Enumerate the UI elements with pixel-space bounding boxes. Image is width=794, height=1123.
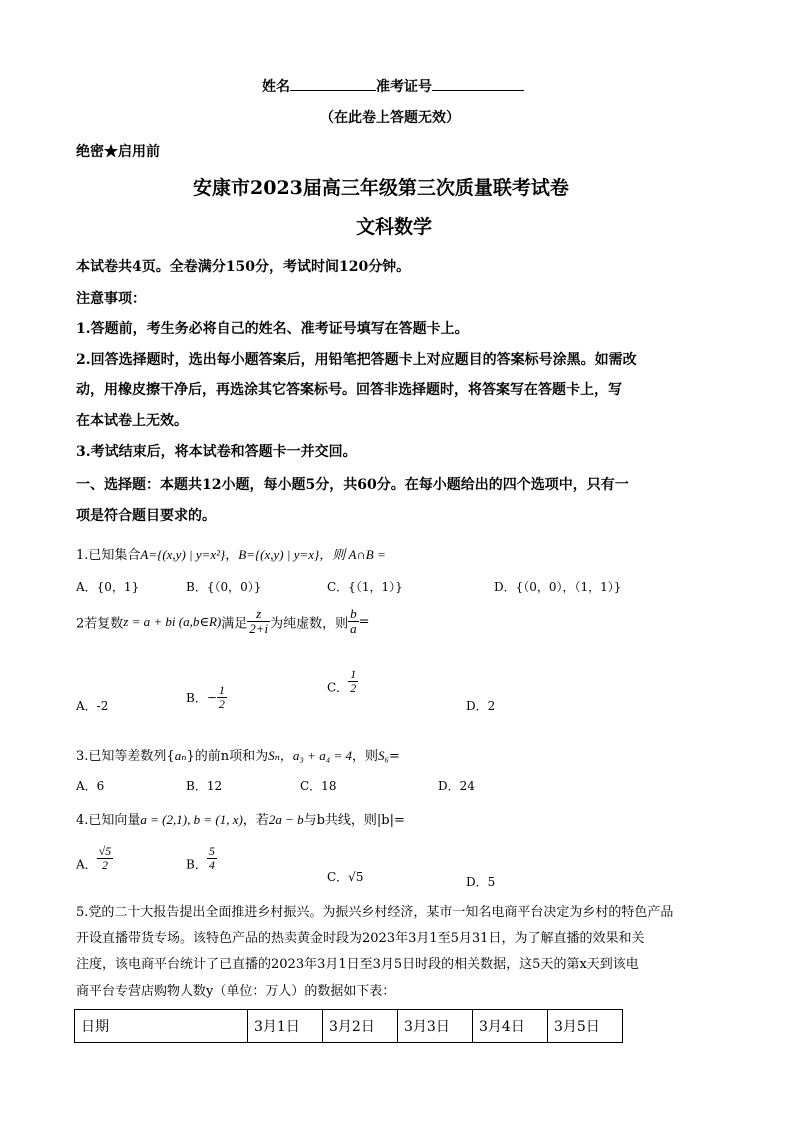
table-header-cell: 3月1日	[248, 1010, 323, 1043]
exam-title: 安康市2023届高三年级第三次质量联考试卷	[193, 177, 569, 199]
q4-option-b: B． $\frac{5}{4}$	[186, 844, 215, 873]
question-5-line-1: 5.党的二十大报告提出全面推进乡村振兴。为振兴乡村经济，某市一知名电商平台决定为乡村的特色产品	[76, 905, 674, 920]
question-5-line-3: 注度，该电商平台统计了已直播的2023年3月1日至3月5日时段的相关数据，这5天的第x天到该电	[76, 957, 639, 972]
question-5-line-4: 商平台专营店购物人数y（单位：万人）的数据如下表：	[76, 984, 396, 999]
note-2-line-3: 在本试卷上无效。	[76, 413, 188, 429]
invalid-notice: （在此卷上答题无效）	[320, 110, 460, 126]
question-3-stem: 3.已知等差数列{aₙ}的前n项和为Sₙ，a₃ + a₄ = 4，则S₆=	[76, 748, 400, 764]
name-label: 姓名	[262, 79, 290, 95]
exam-intro: 本试卷共4页。全卷满分150分，考试时间120分钟。	[76, 259, 411, 275]
table-header-cell: 3月4日	[473, 1010, 548, 1043]
q2-option-b-fraction: $\frac{1}{2}$	[218, 683, 225, 712]
q3-option-a: A．6	[76, 779, 105, 793]
q2-eq: =	[358, 614, 370, 630]
section-heading-line-2: 项是符合题目要求的。	[76, 508, 216, 524]
q4-option-c: C．√5	[327, 870, 364, 884]
subject-title: 文科数学	[356, 216, 433, 238]
question-1-stem	[76, 544, 386, 563]
q3-option-b: B．12	[186, 779, 223, 793]
q1-option-b: B．{（0，0）}	[186, 580, 262, 594]
q3-option-d: D．24	[438, 779, 475, 793]
note-1: 1.答题前，考生务必将自己的姓名、准考证号填写在答题卡上。	[76, 321, 469, 337]
secret-mark: 绝密★启用前	[76, 144, 160, 160]
name-blank	[290, 76, 376, 91]
table-row	[75, 1010, 623, 1043]
q1-set-a: A={(x,y) | y=x²}	[140, 547, 226, 562]
candidate-info-line	[262, 76, 524, 96]
notes-heading: 注意事项：	[76, 291, 146, 307]
q1-option-d: D．{（0，0），（1，1）}	[494, 580, 622, 594]
note-2-line-1: 2.回答选择题时，选出每小题答案后，用铅笔把答题卡上对应题目的答案标号涂黑。如需改	[76, 352, 637, 368]
q4-option-a-fraction: $\frac{√5}{2}$	[98, 844, 112, 873]
note-3: 3.考试结束后，将本试卷和答题卡一并交回。	[76, 444, 357, 460]
q2-expr: z = a + bi (a,b∈R)	[123, 613, 222, 629]
exam-id-label: 准考证号	[376, 79, 432, 95]
q5-data-table	[74, 1009, 623, 1043]
q4-option-b-fraction: $\frac{5}{4}$	[208, 844, 215, 873]
section-heading-line-1: 一、选择题：本题共12小题，每小题5分，共60分。在每小题给出的四个选项中，只有一	[76, 477, 629, 493]
q2-prefix: 2若复数	[76, 616, 124, 632]
question-2-stem	[76, 607, 370, 637]
q2-option-a: A．-2	[76, 699, 109, 713]
q2-option-b: B．− $\frac{1}{2}$	[186, 683, 225, 712]
note-2-line-2: 动，用橡皮擦干净后，再选涂其它答案标号。回答非选择题时，将答案写在答题卡上，写	[76, 382, 622, 398]
q1-option-c: C．{（1，1）}	[327, 580, 403, 594]
q1-set-b: B={(x,y) | y=x}	[238, 547, 320, 562]
q4-option-d: D．5	[466, 875, 496, 889]
q2-condition-fraction: $\frac{z}{2+i}$	[249, 606, 269, 637]
q1-sep: ，	[225, 548, 239, 563]
question-5-line-2: 开设直播带货专场。该特色产品的热卖黄金时段为2023年3月1至5月31日，为了解直播的效果和关	[76, 931, 645, 946]
q2-tail: 为纯虚数，则	[270, 616, 349, 632]
q2-mid: 满足	[221, 616, 248, 632]
q1-option-a: A．{0，1}	[76, 580, 140, 594]
q3-option-c: C．18	[300, 779, 337, 793]
exam-id-blank	[432, 76, 524, 91]
q2-answer-fraction: $\frac{b}{a}$	[350, 606, 357, 637]
table-header-cell: 3月5日	[548, 1010, 623, 1043]
table-header-cell: 3月2日	[323, 1010, 398, 1043]
q2-option-c: C． $\frac{1}{2}$	[327, 667, 357, 696]
q2-option-c-fraction: $\frac{1}{2}$	[350, 667, 357, 696]
question-4-stem: 4.已知向量a = (2,1), b = (1, x)，若2a − b与b共线，则|b|=	[76, 812, 405, 828]
table-header-cell: 日期	[75, 1010, 248, 1043]
q4-option-a: A． $\frac{√5}{2}$	[76, 844, 112, 873]
q1-prefix: 1.已知集合	[76, 548, 141, 563]
q1-suffix: ，则 A∩B =	[319, 547, 386, 562]
q2-option-d: D．2	[466, 699, 496, 713]
table-header-cell: 3月3日	[398, 1010, 473, 1043]
